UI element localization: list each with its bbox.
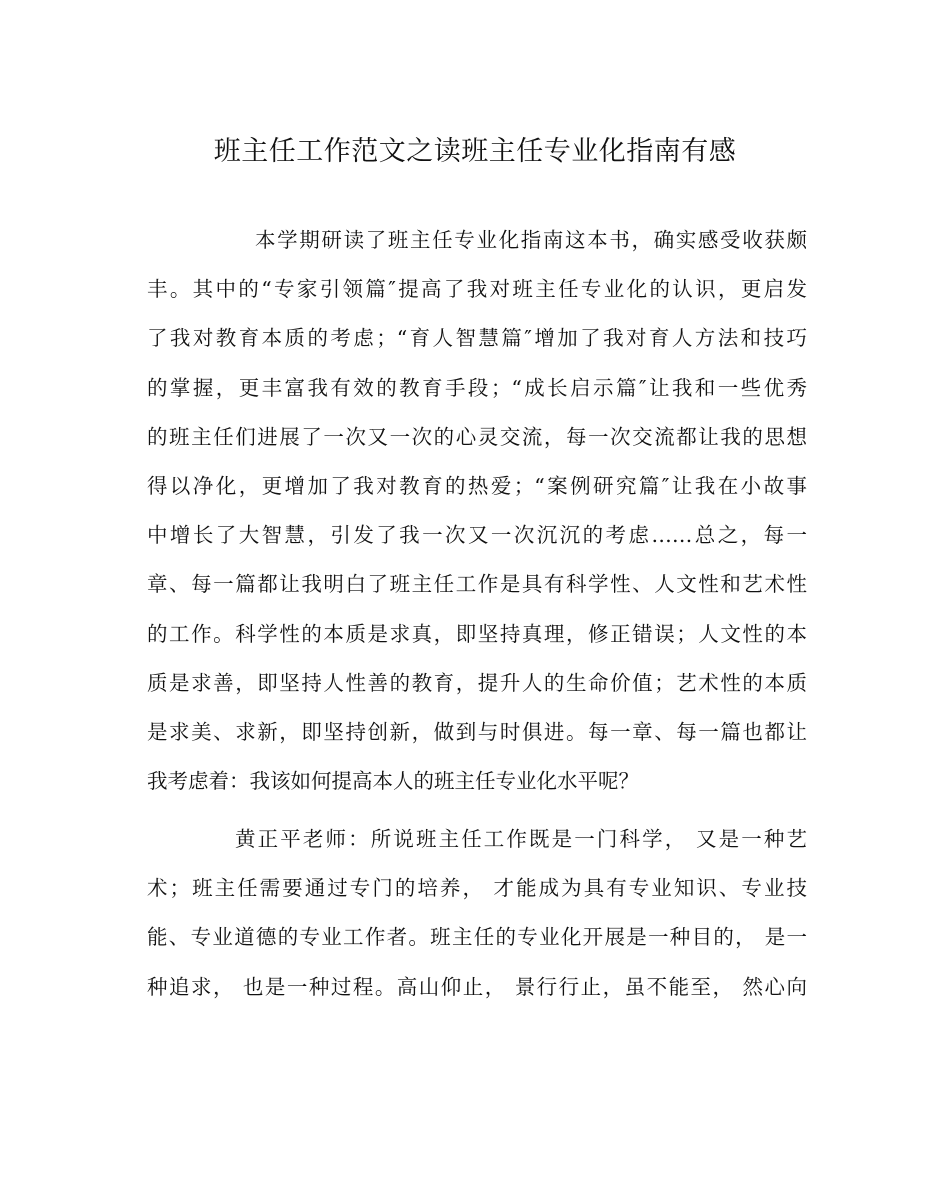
- paragraph-line: 能、专业道德的专业工作者。班主任的专业化开展是一种目的， 是一: [147, 925, 807, 950]
- paragraph-1: [147, 216, 807, 806]
- paragraph-line: 种追求， 也是一种过程。高山仰止， 景行行止，虽不能至， 然心向: [147, 974, 807, 999]
- paragraph-line: 本学期研读了班主任专业化指南这本书，确实感受收获颇: [255, 228, 807, 252]
- paragraph-line: 的班主任们进展了一次又一次的心灵交流，每一次交流都让我的思想: [147, 424, 807, 449]
- document-title: 班主任工作范文之读班主任专业化指南有感: [213, 136, 737, 167]
- paragraph-line: 术；班主任需要通过专门的培养， 才能成为具有专业知识、专业技: [147, 876, 807, 901]
- paragraph-line: 的掌握，更丰富我有效的教育手段；“成长启示篇″让我和一些优秀: [147, 375, 807, 400]
- paragraph-line: 是求美、求新，即坚持创新，做到与时俱进。每一章、每一篇也都让: [147, 719, 807, 744]
- paragraph-line: 我考虑着：我该如何提高本人的班主任专业化水平呢？: [147, 769, 639, 794]
- paragraph-line: 的工作。科学性的本质是求真，即坚持真理，修正错误；人文性的本: [147, 621, 807, 646]
- paragraph-line: 黄正平老师：所说班主任工作既是一门科学， 又是一种艺: [235, 827, 807, 851]
- paragraph-line: 丰。其中的“专家引领篇″提高了我对班主任专业化的认识，更启发: [147, 277, 807, 302]
- paragraph-line: 得以净化，更增加了我对教育的热爱；“案例研究篇″让我在小故事: [147, 473, 807, 498]
- paragraph-line: 中增长了大智慧，引发了我一次又一次沉沉的考虑……总之，每一: [147, 523, 807, 548]
- paragraph-line: 了我对教育本质的考虑；“育人智慧篇″增加了我对育人方法和技巧: [147, 326, 807, 351]
- paragraph-line: 章、每一篇都让我明白了班主任工作是具有科学性、人文性和艺术性: [147, 572, 807, 597]
- paragraph-line: 质是求善，即坚持人性善的教育，提升人的生命价值；艺术性的本质: [147, 670, 807, 695]
- paragraph-2: [147, 815, 807, 1012]
